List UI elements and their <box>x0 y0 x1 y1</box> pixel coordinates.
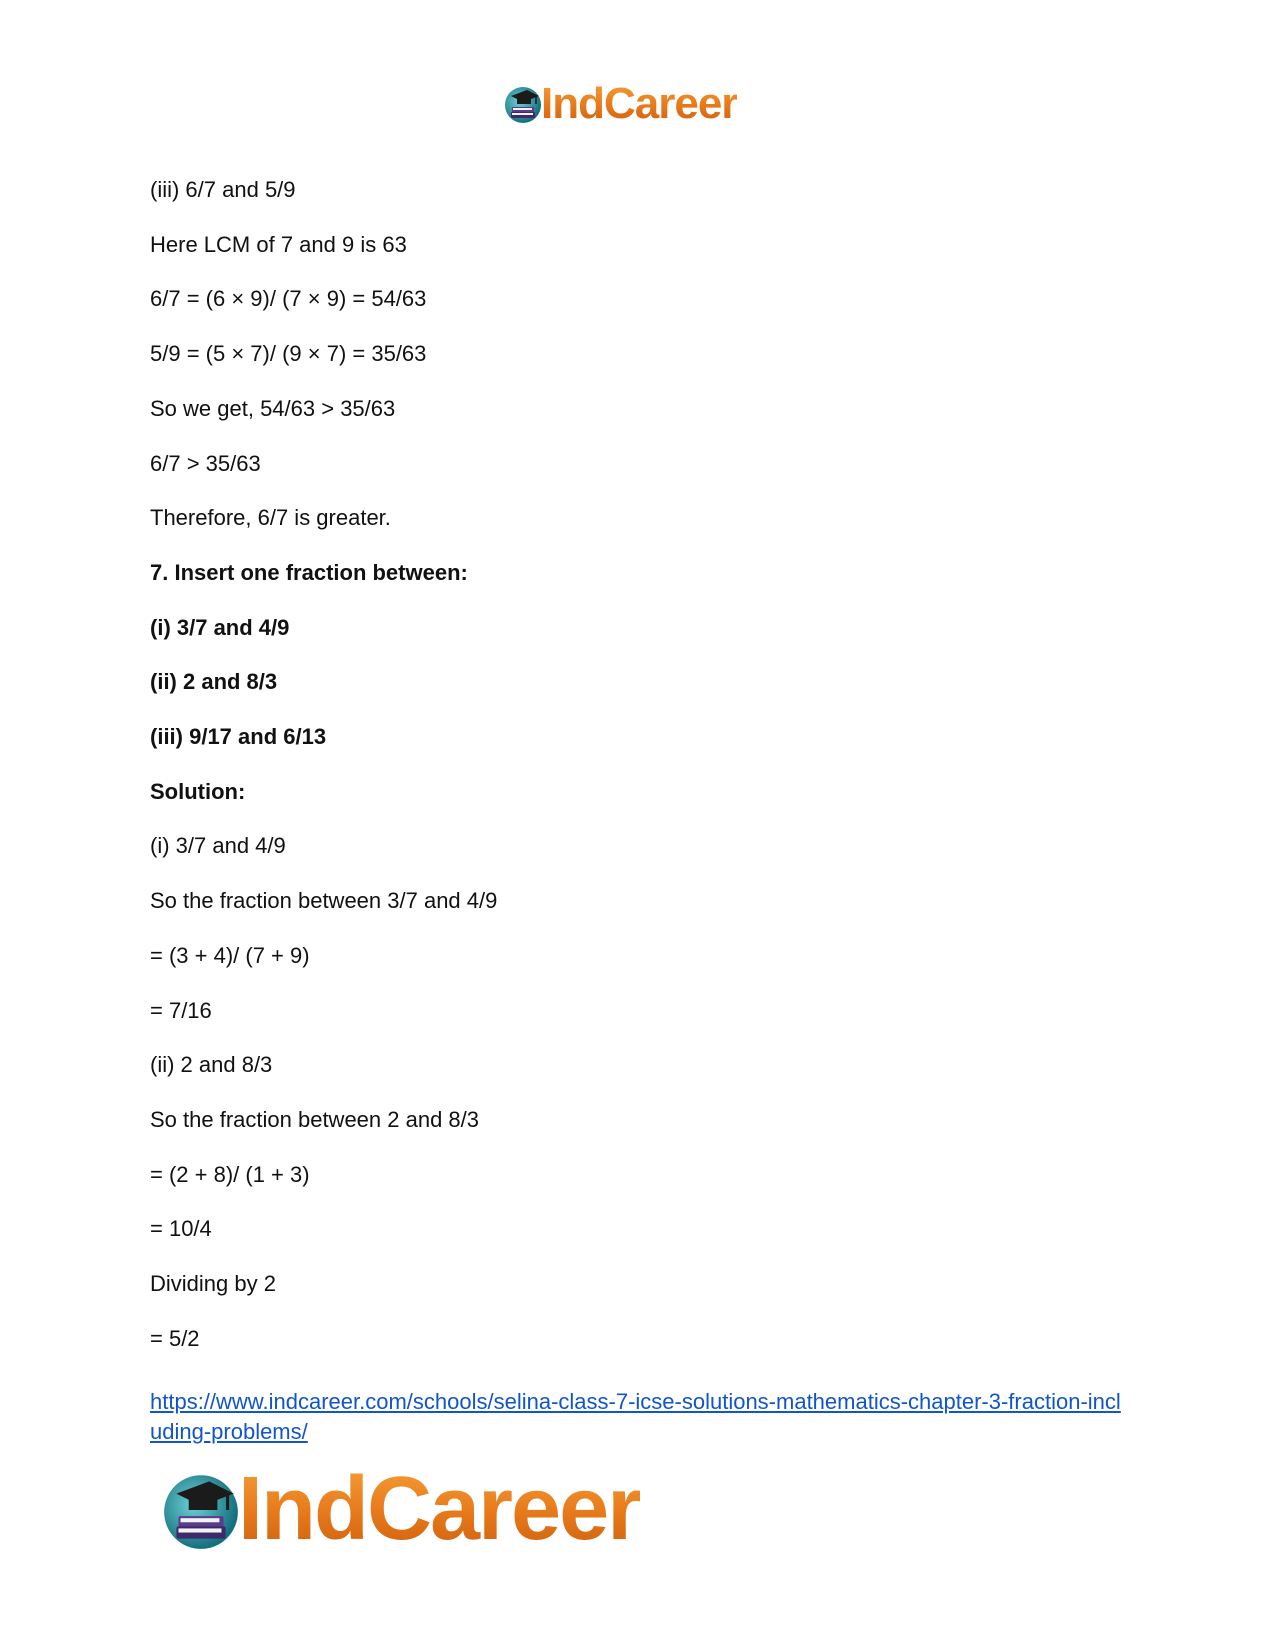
solution-line: 5/9 = (5 × 7)/ (9 × 7) = 35/63 <box>150 341 427 366</box>
question-line: (i) 3/7 and 4/9 <box>150 615 290 640</box>
question-line: 7. Insert one fraction between: <box>150 560 468 585</box>
solution-line: So we get, 54/63 > 35/63 <box>150 396 396 421</box>
source-link[interactable]: https://www.indcareer.com/schools/selina-class-7-icse-solutions-mathematics-chapter-3-fraction-including-problems/ <box>150 1389 1121 1444</box>
header-logo <box>503 78 737 130</box>
solution-line: = (3 + 4)/ (7 + 9) <box>150 943 310 968</box>
footer-logo <box>160 1459 641 1559</box>
solution-line: (iii) 6/7 and 5/9 <box>150 177 296 202</box>
solution-line: = 5/2 <box>150 1326 200 1351</box>
solution-line: So the fraction between 2 and 8/3 <box>150 1107 480 1132</box>
logo-wordmark: IndCareer <box>541 79 738 128</box>
question-line: Solution: <box>150 779 246 804</box>
solution-line: Dividing by 2 <box>150 1271 276 1296</box>
solution-line: = 10/4 <box>150 1216 212 1241</box>
question-line: (ii) 2 and 8/3 <box>150 669 278 694</box>
solution-line: = 7/16 <box>150 998 212 1023</box>
solution-line: 6/7 = (6 × 9)/ (7 × 9) = 54/63 <box>150 286 427 311</box>
graduation-cap-books-icon <box>503 83 543 125</box>
graduation-cap-books-icon <box>160 1467 242 1553</box>
solution-line: Here LCM of 7 and 9 is 63 <box>150 232 407 257</box>
logo-wordmark: IndCareer <box>238 1459 641 1559</box>
solution-line: So the fraction between 3/7 and 4/9 <box>150 888 498 913</box>
solution-line: (i) 3/7 and 4/9 <box>150 833 286 858</box>
question-line: (iii) 9/17 and 6/13 <box>150 724 327 749</box>
solution-line: Therefore, 6/7 is greater. <box>150 505 391 530</box>
solution-line: = (2 + 8)/ (1 + 3) <box>150 1162 310 1187</box>
solution-line: 6/7 > 35/63 <box>150 451 261 476</box>
solution-line: (ii) 2 and 8/3 <box>150 1052 273 1077</box>
